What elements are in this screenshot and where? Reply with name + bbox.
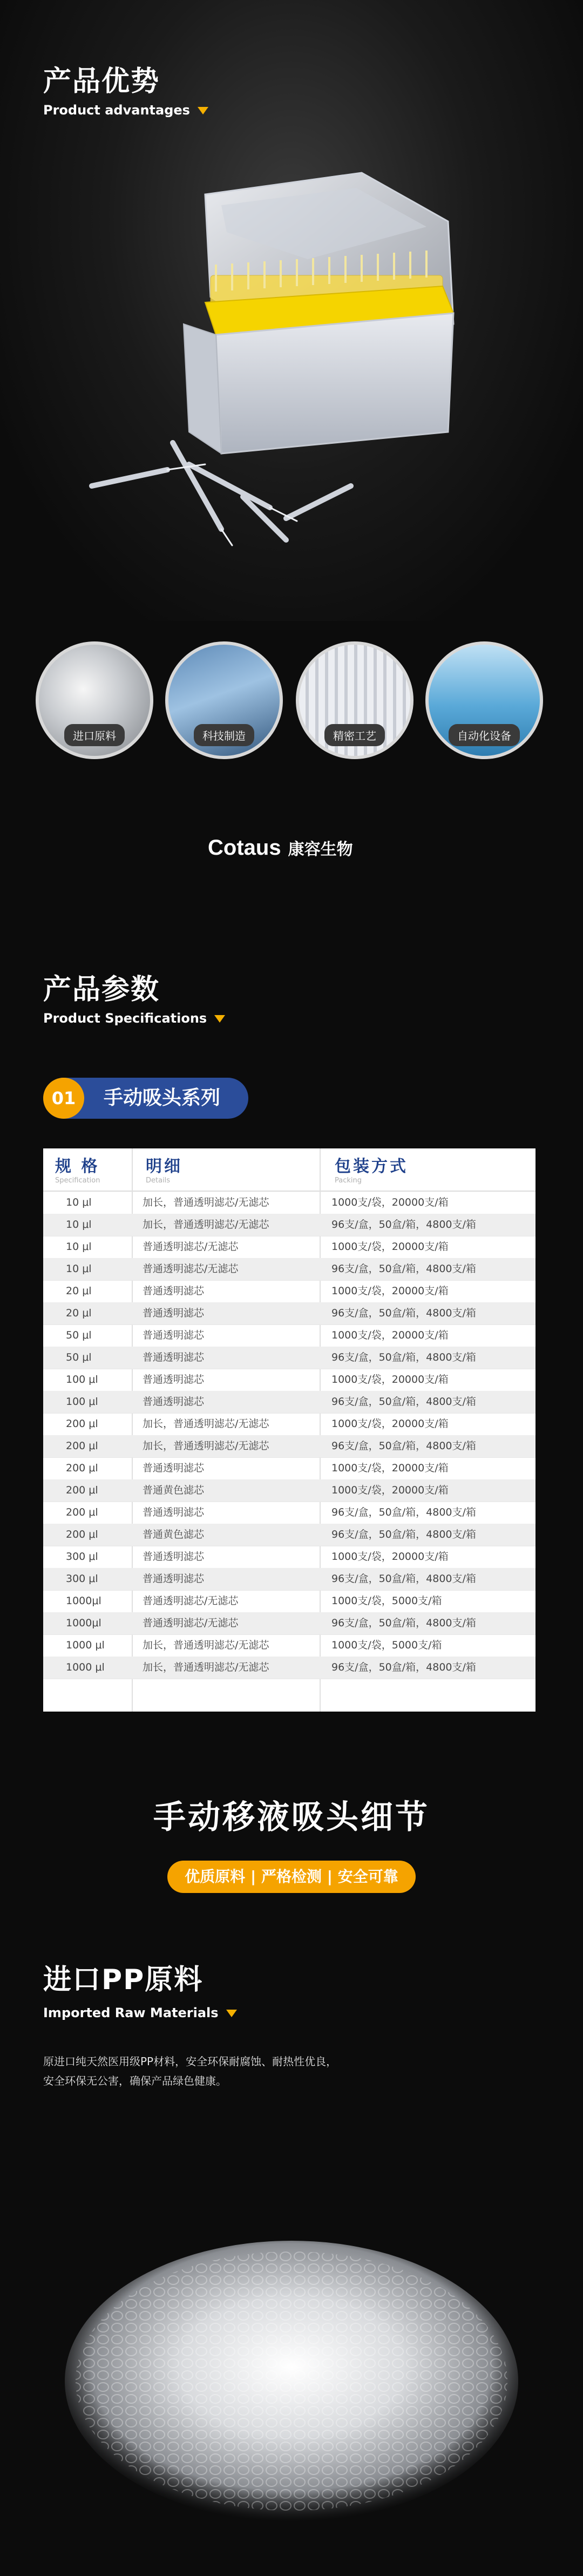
advantages-subtitle (43, 103, 208, 118)
circle-precision-craft (296, 641, 413, 759)
cell-packing: 96支/盒，50盒/箱，4800支/箱 (331, 1506, 476, 1518)
cell-spec: 50 μl (66, 1351, 92, 1363)
cell-spec: 100 μl (66, 1374, 98, 1385)
table-row (43, 1413, 535, 1436)
triangle-down-icon (226, 2010, 237, 2017)
cell-packing: 1000支/袋，20000支/箱 (331, 1285, 449, 1297)
brand-logo (208, 836, 353, 860)
table-header (43, 1148, 535, 1192)
cell-packing: 1000支/袋，5000支/箱 (331, 1639, 442, 1651)
cell-details: 普通透明滤芯 (143, 1573, 205, 1585)
cell-packing: 1000支/袋，20000支/箱 (331, 1462, 449, 1474)
cell-spec: 200 μl (66, 1440, 98, 1452)
circle-tech-manufacturing (165, 641, 283, 759)
cell-details: 普通透明滤芯 (143, 1396, 205, 1408)
material-title: 进口PP原料 (43, 1964, 204, 1996)
table-row (43, 1524, 535, 1546)
cell-packing: 96支/盒，50盒/箱，4800支/箱 (331, 1396, 476, 1408)
cell-packing: 96支/盒，50盒/箱，4800支/箱 (331, 1617, 476, 1629)
cell-details: 普通透明滤芯 (143, 1307, 205, 1319)
cell-details: 普通透明滤芯/无滤芯 (143, 1617, 239, 1629)
advantages-title: 产品优势 (43, 65, 160, 98)
pipette-tip-box-image (81, 162, 502, 551)
cell-details: 普通黄色滤芯 (143, 1529, 205, 1540)
header-packing (335, 1153, 408, 1185)
cell-details: 普通透明滤芯 (143, 1351, 205, 1363)
material-subtitle (43, 2005, 237, 2020)
header-packing-zh: 包装方式 (335, 1157, 408, 1176)
table-row (43, 1236, 535, 1259)
cell-spec: 200 μl (66, 1418, 98, 1430)
header-spec-en: Specification (55, 1177, 100, 1185)
table-row (43, 1590, 535, 1613)
table-row (43, 1214, 535, 1236)
cell-spec: 200 μl (66, 1506, 98, 1518)
header-details (146, 1153, 182, 1185)
header-packing-en: Packing (335, 1177, 362, 1185)
circle-label: 精密工艺 (324, 724, 385, 746)
cell-packing: 96支/盒，50盒/箱，4800支/箱 (331, 1263, 476, 1275)
cell-details: 加长，普通透明滤芯/无滤芯 (143, 1661, 269, 1673)
cell-details: 加长，普通透明滤芯/无滤芯 (143, 1196, 269, 1208)
cell-details: 加长，普通透明滤芯/无滤芯 (143, 1219, 269, 1230)
cell-spec: 200 μl (66, 1529, 98, 1540)
cell-spec: 1000μl (66, 1595, 101, 1607)
spec-table (43, 1148, 535, 1712)
table-row (43, 1347, 535, 1369)
series-badge (43, 1078, 248, 1119)
cell-details: 加长，普通透明滤芯/无滤芯 (143, 1440, 269, 1452)
cell-packing: 96支/盒，50盒/箱，4800支/箱 (331, 1351, 476, 1363)
cell-spec: 20 μl (66, 1285, 92, 1297)
cell-details: 普通透明滤芯 (143, 1506, 205, 1518)
details-title: 手动移液吸头细节 (153, 1799, 430, 1836)
cell-details: 普通黄色滤芯 (143, 1484, 205, 1496)
series-name: 手动吸头系列 (104, 1087, 221, 1109)
circle-automation-equipment (425, 641, 543, 759)
table-row (43, 1612, 535, 1635)
cell-details: 普通透明滤芯 (143, 1329, 205, 1341)
cell-spec: 10 μl (66, 1241, 92, 1253)
cell-spec: 10 μl (66, 1219, 92, 1230)
table-row (43, 1546, 535, 1568)
cell-packing: 96支/盒，50盒/箱，4800支/箱 (331, 1529, 476, 1540)
cell-packing: 96支/盒，50盒/箱，4800支/箱 (331, 1307, 476, 1319)
cell-packing: 96支/盒，50盒/箱，4800支/箱 (331, 1661, 476, 1673)
cell-spec: 20 μl (66, 1307, 92, 1319)
cell-spec: 100 μl (66, 1396, 98, 1408)
cell-spec: 300 μl (66, 1573, 98, 1585)
triangle-down-icon (198, 107, 208, 114)
header-details-en: Details (146, 1177, 171, 1185)
header-spec (55, 1153, 100, 1185)
cell-details: 普通透明滤芯 (143, 1374, 205, 1385)
header-details-zh: 明细 (146, 1157, 182, 1176)
table-row (43, 1324, 535, 1347)
triangle-down-icon (214, 1015, 225, 1023)
cell-packing: 1000支/袋，20000支/箱 (331, 1484, 449, 1496)
cell-spec: 1000 μl (66, 1661, 105, 1673)
series-number: 01 (43, 1078, 84, 1119)
table-row (43, 1502, 535, 1524)
brand-latin: Cotaus (208, 836, 281, 860)
material-subtitle-text: Imported Raw Materials (43, 2005, 219, 2020)
cell-spec: 200 μl (66, 1462, 98, 1474)
cell-packing: 96支/盒，50盒/箱，4800支/箱 (331, 1573, 476, 1585)
cell-details: 普通透明滤芯/无滤芯 (143, 1241, 239, 1253)
cell-packing: 96支/盒，50盒/箱，4800支/箱 (331, 1219, 476, 1230)
cell-packing: 1000支/袋，5000支/箱 (331, 1595, 442, 1607)
cell-spec: 300 μl (66, 1551, 98, 1563)
cell-details: 加长，普通透明滤芯/无滤芯 (143, 1639, 269, 1651)
circle-label: 自动化设备 (449, 724, 520, 746)
cell-packing: 1000支/袋，20000支/箱 (331, 1196, 449, 1208)
table-row (43, 1391, 535, 1414)
cell-spec: 10 μl (66, 1263, 92, 1275)
table-row (43, 1479, 535, 1502)
cell-spec: 200 μl (66, 1484, 98, 1496)
cell-spec: 50 μl (66, 1329, 92, 1341)
specs-subtitle-text: Product Specifications (43, 1011, 207, 1026)
circle-label: 科技制造 (194, 724, 254, 746)
advantages-subtitle-text: Product advantages (43, 103, 190, 118)
table-row (43, 1369, 535, 1391)
cell-packing: 1000支/袋，20000支/箱 (331, 1329, 449, 1341)
cell-spec: 10 μl (66, 1196, 92, 1208)
specs-title: 产品参数 (43, 973, 160, 1006)
specs-subtitle (43, 1011, 225, 1026)
cell-packing: 1000支/袋，20000支/箱 (331, 1374, 449, 1385)
cell-details: 普通透明滤芯 (143, 1462, 205, 1474)
table-row (43, 1258, 535, 1281)
cell-packing: 1000支/袋，20000支/箱 (331, 1551, 449, 1563)
table-row (43, 1568, 535, 1591)
circle-imported-materials (36, 641, 153, 759)
cell-packing: 1000支/袋，20000支/箱 (331, 1241, 449, 1253)
material-desc-line2: 安全环保无公害，确保产品绿色健康。 (43, 2074, 227, 2087)
table-row (43, 1657, 535, 1679)
details-tags-pill: 优质原料 | 严格检测 | 安全可靠 (167, 1861, 416, 1893)
brand-cn: 康容生物 (288, 840, 353, 859)
table-row (43, 1280, 535, 1303)
table-row (43, 1457, 535, 1480)
cell-packing: 96支/盒，50盒/箱，4800支/箱 (331, 1440, 476, 1452)
material-desc-line1: 原进口纯天然医用级PP材料，安全环保耐腐蚀、耐热性优良， (43, 2055, 337, 2068)
table-row (43, 1435, 535, 1458)
cell-details: 普通透明滤芯 (143, 1285, 205, 1297)
header-spec-zh: 规 格 (55, 1157, 100, 1176)
cell-details: 加长，普通透明滤芯/无滤芯 (143, 1418, 269, 1430)
table-row (43, 1634, 535, 1657)
cell-spec: 1000 μl (66, 1639, 105, 1651)
cell-spec: 1000μl (66, 1617, 101, 1629)
material-description (43, 2052, 337, 2091)
table-row (43, 1302, 535, 1325)
cell-details: 普通透明滤芯/无滤芯 (143, 1595, 239, 1607)
circle-label: 进口原料 (64, 724, 125, 746)
pp-pellets-image (54, 2203, 529, 2538)
cell-details: 普通透明滤芯 (143, 1551, 205, 1563)
cell-packing: 1000支/袋，20000支/箱 (331, 1418, 449, 1430)
table-row (43, 1192, 535, 1214)
cell-details: 普通透明滤芯/无滤芯 (143, 1263, 239, 1275)
